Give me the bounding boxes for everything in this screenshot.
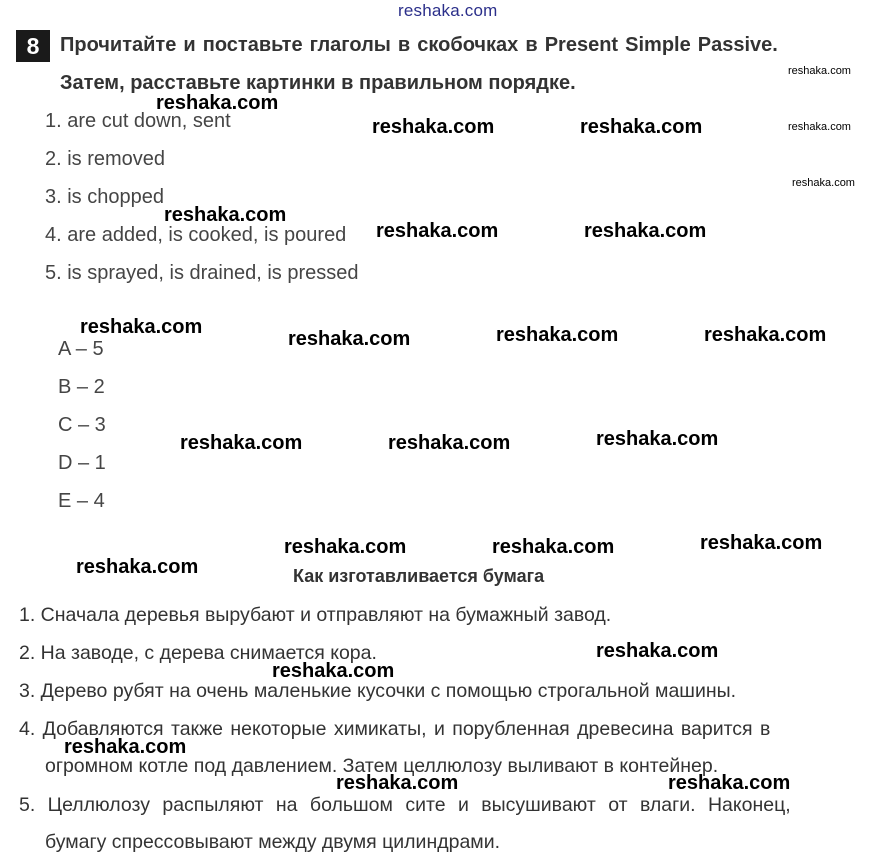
watermark: reshaka.com [372,116,495,138]
watermark: reshaka.com [376,220,499,242]
watermark: reshaka.com [76,556,199,578]
watermark: reshaka.com [700,532,823,554]
answer-item: 3. is chopped [45,186,164,208]
watermark: reshaka.com [156,92,279,114]
instruction-line-1: Прочитайте и поставьте глаголы в скобочках в Present Simple Passive. [60,34,778,56]
translation-title: Как изготавливается бумага [293,566,545,586]
watermark: reshaka.com [80,316,203,338]
answer-item: 5. is sprayed, is drained, is pressed [45,262,359,284]
watermark: reshaka.com [388,432,511,454]
watermark: reshaka.com [792,177,855,189]
watermark: reshaka.com [164,204,287,226]
watermark: reshaka.com [284,536,407,558]
translation-item: 2. На заводе, с дерева снимается кора. [19,642,377,664]
header-watermark: reshaka.com [398,1,498,20]
answer-item: 1. are cut down, sent [45,110,231,132]
translation-item: 1. Сначала деревья вырубают и отправляют на бумажный завод. [19,604,612,626]
translation-item: 4. Добавляются также некоторые химикаты, и порубленная древесина варится в [19,718,771,740]
watermark: reshaka.com [596,428,719,450]
watermark: reshaka.com [492,536,615,558]
watermark: reshaka.com [180,432,303,454]
watermark: reshaka.com [788,65,851,77]
instruction-line-2: Затем, расставьте картинки в правильном порядке. [60,72,576,94]
picture-order-item: C – 3 [58,414,106,436]
answer-item: 2. is removed [45,148,166,170]
watermark: reshaka.com [336,772,459,794]
watermark: reshaka.com [64,736,187,758]
picture-order-item: A – 5 [58,338,104,360]
watermark: reshaka.com [704,324,827,346]
watermark: reshaka.com [788,121,851,133]
watermark: reshaka.com [288,328,411,350]
watermark: reshaka.com [580,116,703,138]
picture-order-item: E – 4 [58,490,105,512]
translation-item: 5. Целлюлозу распыляют на большом сите и высушивают от влаги. Наконец, [19,794,791,816]
watermark: reshaka.com [596,640,719,662]
watermark: reshaka.com [668,772,791,794]
translation-item-continued: огромном котле под давлением. Затем целлюлозу выливают в контейнер. [45,755,719,777]
exercise-number-badge: 8 [16,30,50,62]
translation-item: 3. Дерево рубят на очень маленькие кусочки с помощью строгальной машины. [19,680,737,702]
watermark: reshaka.com [496,324,619,346]
watermark: reshaka.com [272,660,395,682]
picture-order-item: D – 1 [58,452,106,474]
picture-order-item: B – 2 [58,376,105,398]
watermark: reshaka.com [584,220,707,242]
answer-item: 4. are added, is cooked, is poured [45,224,347,246]
translation-item-continued: бумагу спрессовывают между двумя цилиндрами. [45,831,501,853]
